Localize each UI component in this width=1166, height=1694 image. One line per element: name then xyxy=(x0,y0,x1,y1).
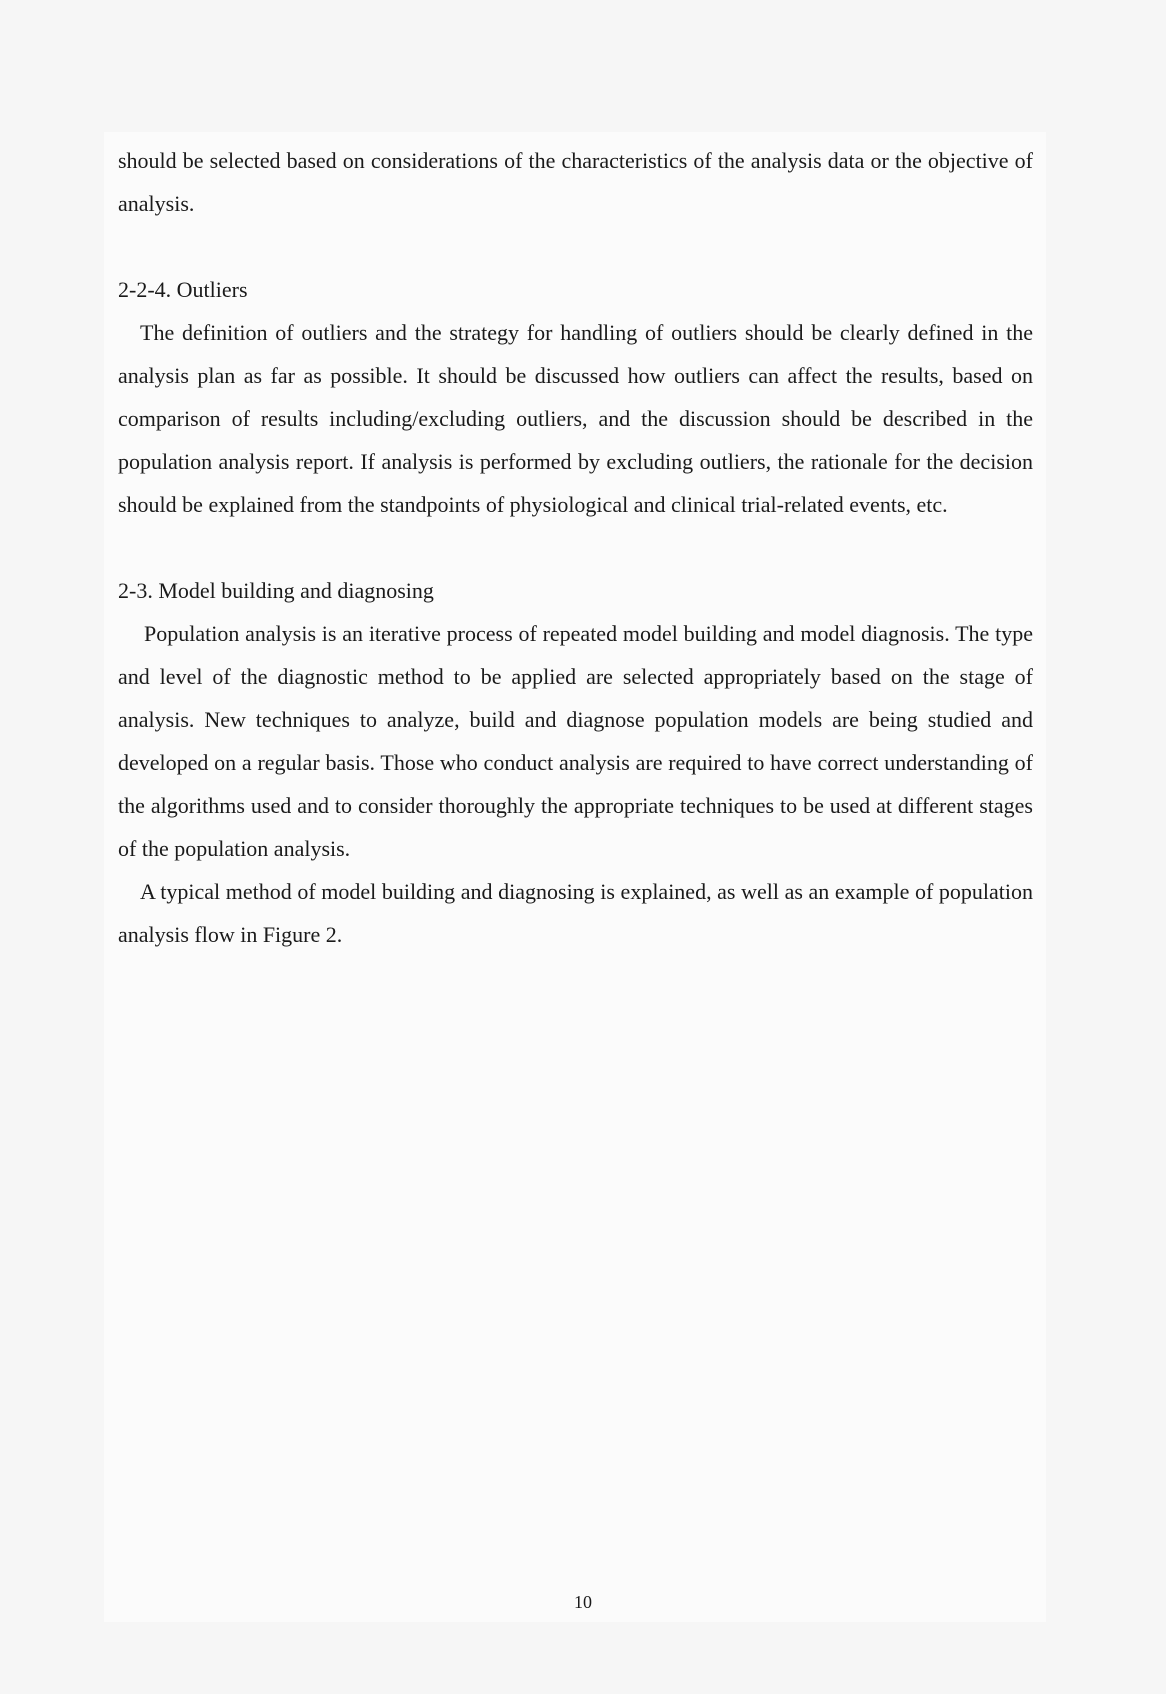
section-gap xyxy=(118,526,1033,569)
document-body xyxy=(118,139,1033,956)
model-building-paragraph-2: A typical method of model building and diagnosing is explained, as well as an example of population analysis flow in Figure 2. xyxy=(118,879,1033,947)
page-number: 10 xyxy=(574,1592,592,1612)
model-building-heading: 2-3. Model building and diagnosing xyxy=(118,578,434,603)
model-building-paragraph-1: Population analysis is an iterative process of repeated model building and model diagnosis. The type and level of the diagnostic method to be applied are selected appropriately based on the stage of analysis. New techniques to analyze, build and diagnose population models are being studied and developed on a regular basis. Those who conduct analysis are required to have correct understanding of the algorithms used and to consider thoroughly the appropriate techniques to be used at different stages of the population analysis. xyxy=(118,621,1033,861)
outliers-heading: 2-2-4. Outliers xyxy=(118,277,248,302)
intro-paragraph: should be selected based on considerations of the characteristics of the analysis data or the objective of analysis. xyxy=(118,148,1033,216)
section-gap xyxy=(118,225,1033,268)
outliers-paragraph: The definition of outliers and the strategy for handling of outliers should be clearly defined in the analysis plan as far as possible. It should be discussed how outliers can affect the results, based on comparison of results including/excluding outliers, and the discussion should be described in the population analysis report. If analysis is performed by excluding outliers, the rationale for the decision should be explained from the standpoints of physiological and clinical trial-related events, etc. xyxy=(118,320,1033,517)
